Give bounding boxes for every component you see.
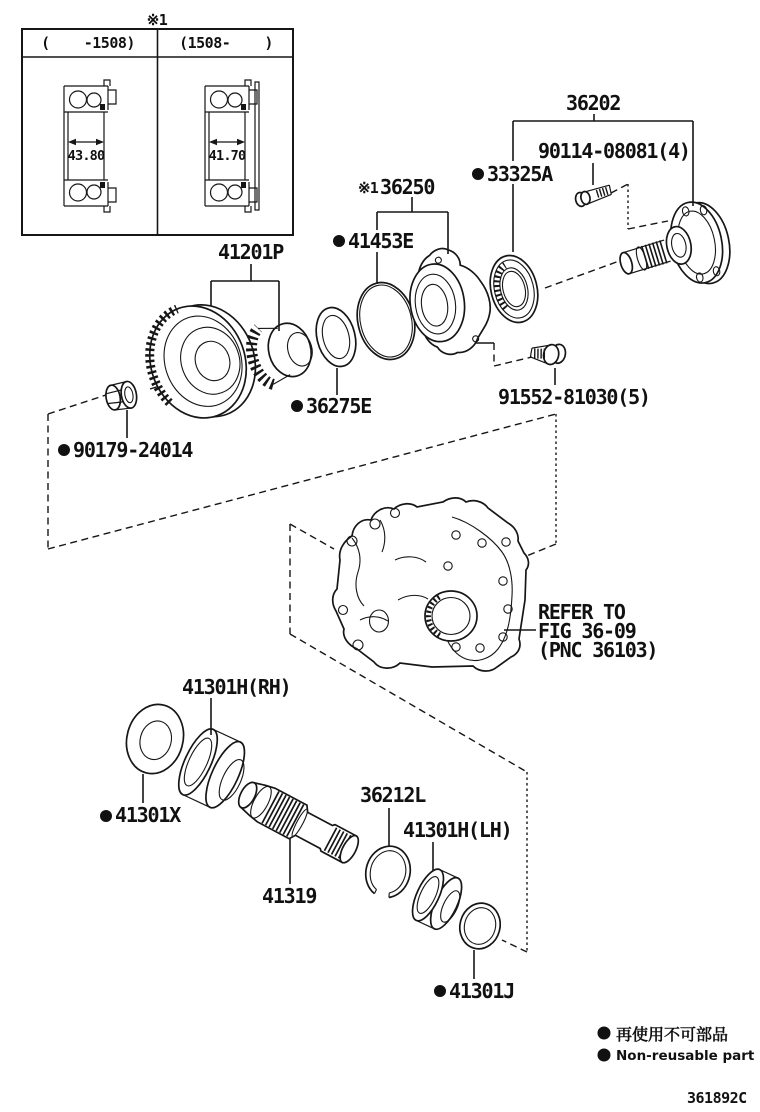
transfer-case-cover xyxy=(403,243,496,359)
callout-case-bolt[interactable]: 91552-81030(5) xyxy=(498,385,650,409)
drive-pinion-nut xyxy=(104,380,139,412)
non-reusable-marker xyxy=(434,985,446,997)
callout-flange[interactable]: 36202 xyxy=(566,91,621,115)
case-bolt xyxy=(530,340,567,367)
callout-bearing-lh[interactable]: 41301H(LH) xyxy=(403,818,512,842)
refer-note[interactable] xyxy=(538,600,657,662)
non-reusable-marker xyxy=(58,444,70,456)
callout-shim-x[interactable]: 41301X xyxy=(115,803,181,827)
inset-range-col1: ( -1508) xyxy=(41,34,135,52)
companion-flange xyxy=(659,196,737,291)
transfer-case-housing xyxy=(333,498,529,671)
callout-snap-ring[interactable]: 36212L xyxy=(360,783,426,807)
legend-bullet-en xyxy=(598,1049,611,1062)
refer-note-line1: REFER TO xyxy=(538,600,625,624)
inset-bearing-table xyxy=(22,11,293,235)
refer-note-line2: FIG 36-09 xyxy=(538,619,636,643)
bearing-cross-section-late xyxy=(205,80,259,212)
dimension-arrow xyxy=(68,139,104,145)
non-reusable-marker xyxy=(291,400,303,412)
differential-side-gear xyxy=(246,316,319,388)
callout-flange-bolt[interactable]: 90114-08081(4) xyxy=(538,139,690,163)
transfer-output-shaft xyxy=(233,775,364,869)
non-reusable-marker xyxy=(100,810,112,822)
transfer-front-bearing xyxy=(483,250,544,327)
callout-case-note-ref: ※1 xyxy=(358,179,378,197)
callout-seal-j[interactable]: 41301J xyxy=(449,979,515,1003)
flange-bolt xyxy=(574,185,612,207)
bearing-cross-section-early xyxy=(64,80,116,212)
inset-range-col2: (1508- ) xyxy=(179,34,273,52)
dimension-arrow xyxy=(209,139,245,145)
output-shaft-seal xyxy=(455,899,506,954)
inset-note-ref: ※1 xyxy=(146,11,168,29)
legend-bullet-jp xyxy=(598,1027,611,1040)
callout-pinion-nut[interactable]: 90179-24014 xyxy=(73,438,193,462)
legend xyxy=(598,1025,755,1064)
callout-front-bearing[interactable]: 33325A xyxy=(487,162,553,186)
non-reusable-marker xyxy=(472,168,484,180)
callout-ring-gear[interactable]: 41201P xyxy=(218,240,284,264)
callout-bearing-rh[interactable]: 41301H(RH) xyxy=(182,675,291,699)
legend-text-en: Non-reusable part xyxy=(616,1048,755,1064)
callout-o-ring[interactable]: 41453E xyxy=(348,229,414,253)
callout-thrust-washer[interactable]: 36275E xyxy=(306,394,372,418)
non-reusable-marker xyxy=(333,235,345,247)
callout-case[interactable]: 36250 xyxy=(380,175,435,199)
refer-note-line3: (PNC 36103) xyxy=(538,638,658,662)
side-gear-thrust-washer xyxy=(310,303,361,370)
callout-output-shaft[interactable]: 41319 xyxy=(262,884,317,908)
output-shaft-shim xyxy=(119,698,191,780)
legend-text-jp: 再使用不可部品 xyxy=(616,1025,729,1044)
flange-spline-shaft xyxy=(617,239,670,276)
figure-code: 361892C xyxy=(687,1089,747,1107)
shaft-snap-ring xyxy=(360,841,416,901)
dimension-value-early: 43.80 xyxy=(67,148,105,164)
dimension-value-late: 41.70 xyxy=(208,148,246,164)
